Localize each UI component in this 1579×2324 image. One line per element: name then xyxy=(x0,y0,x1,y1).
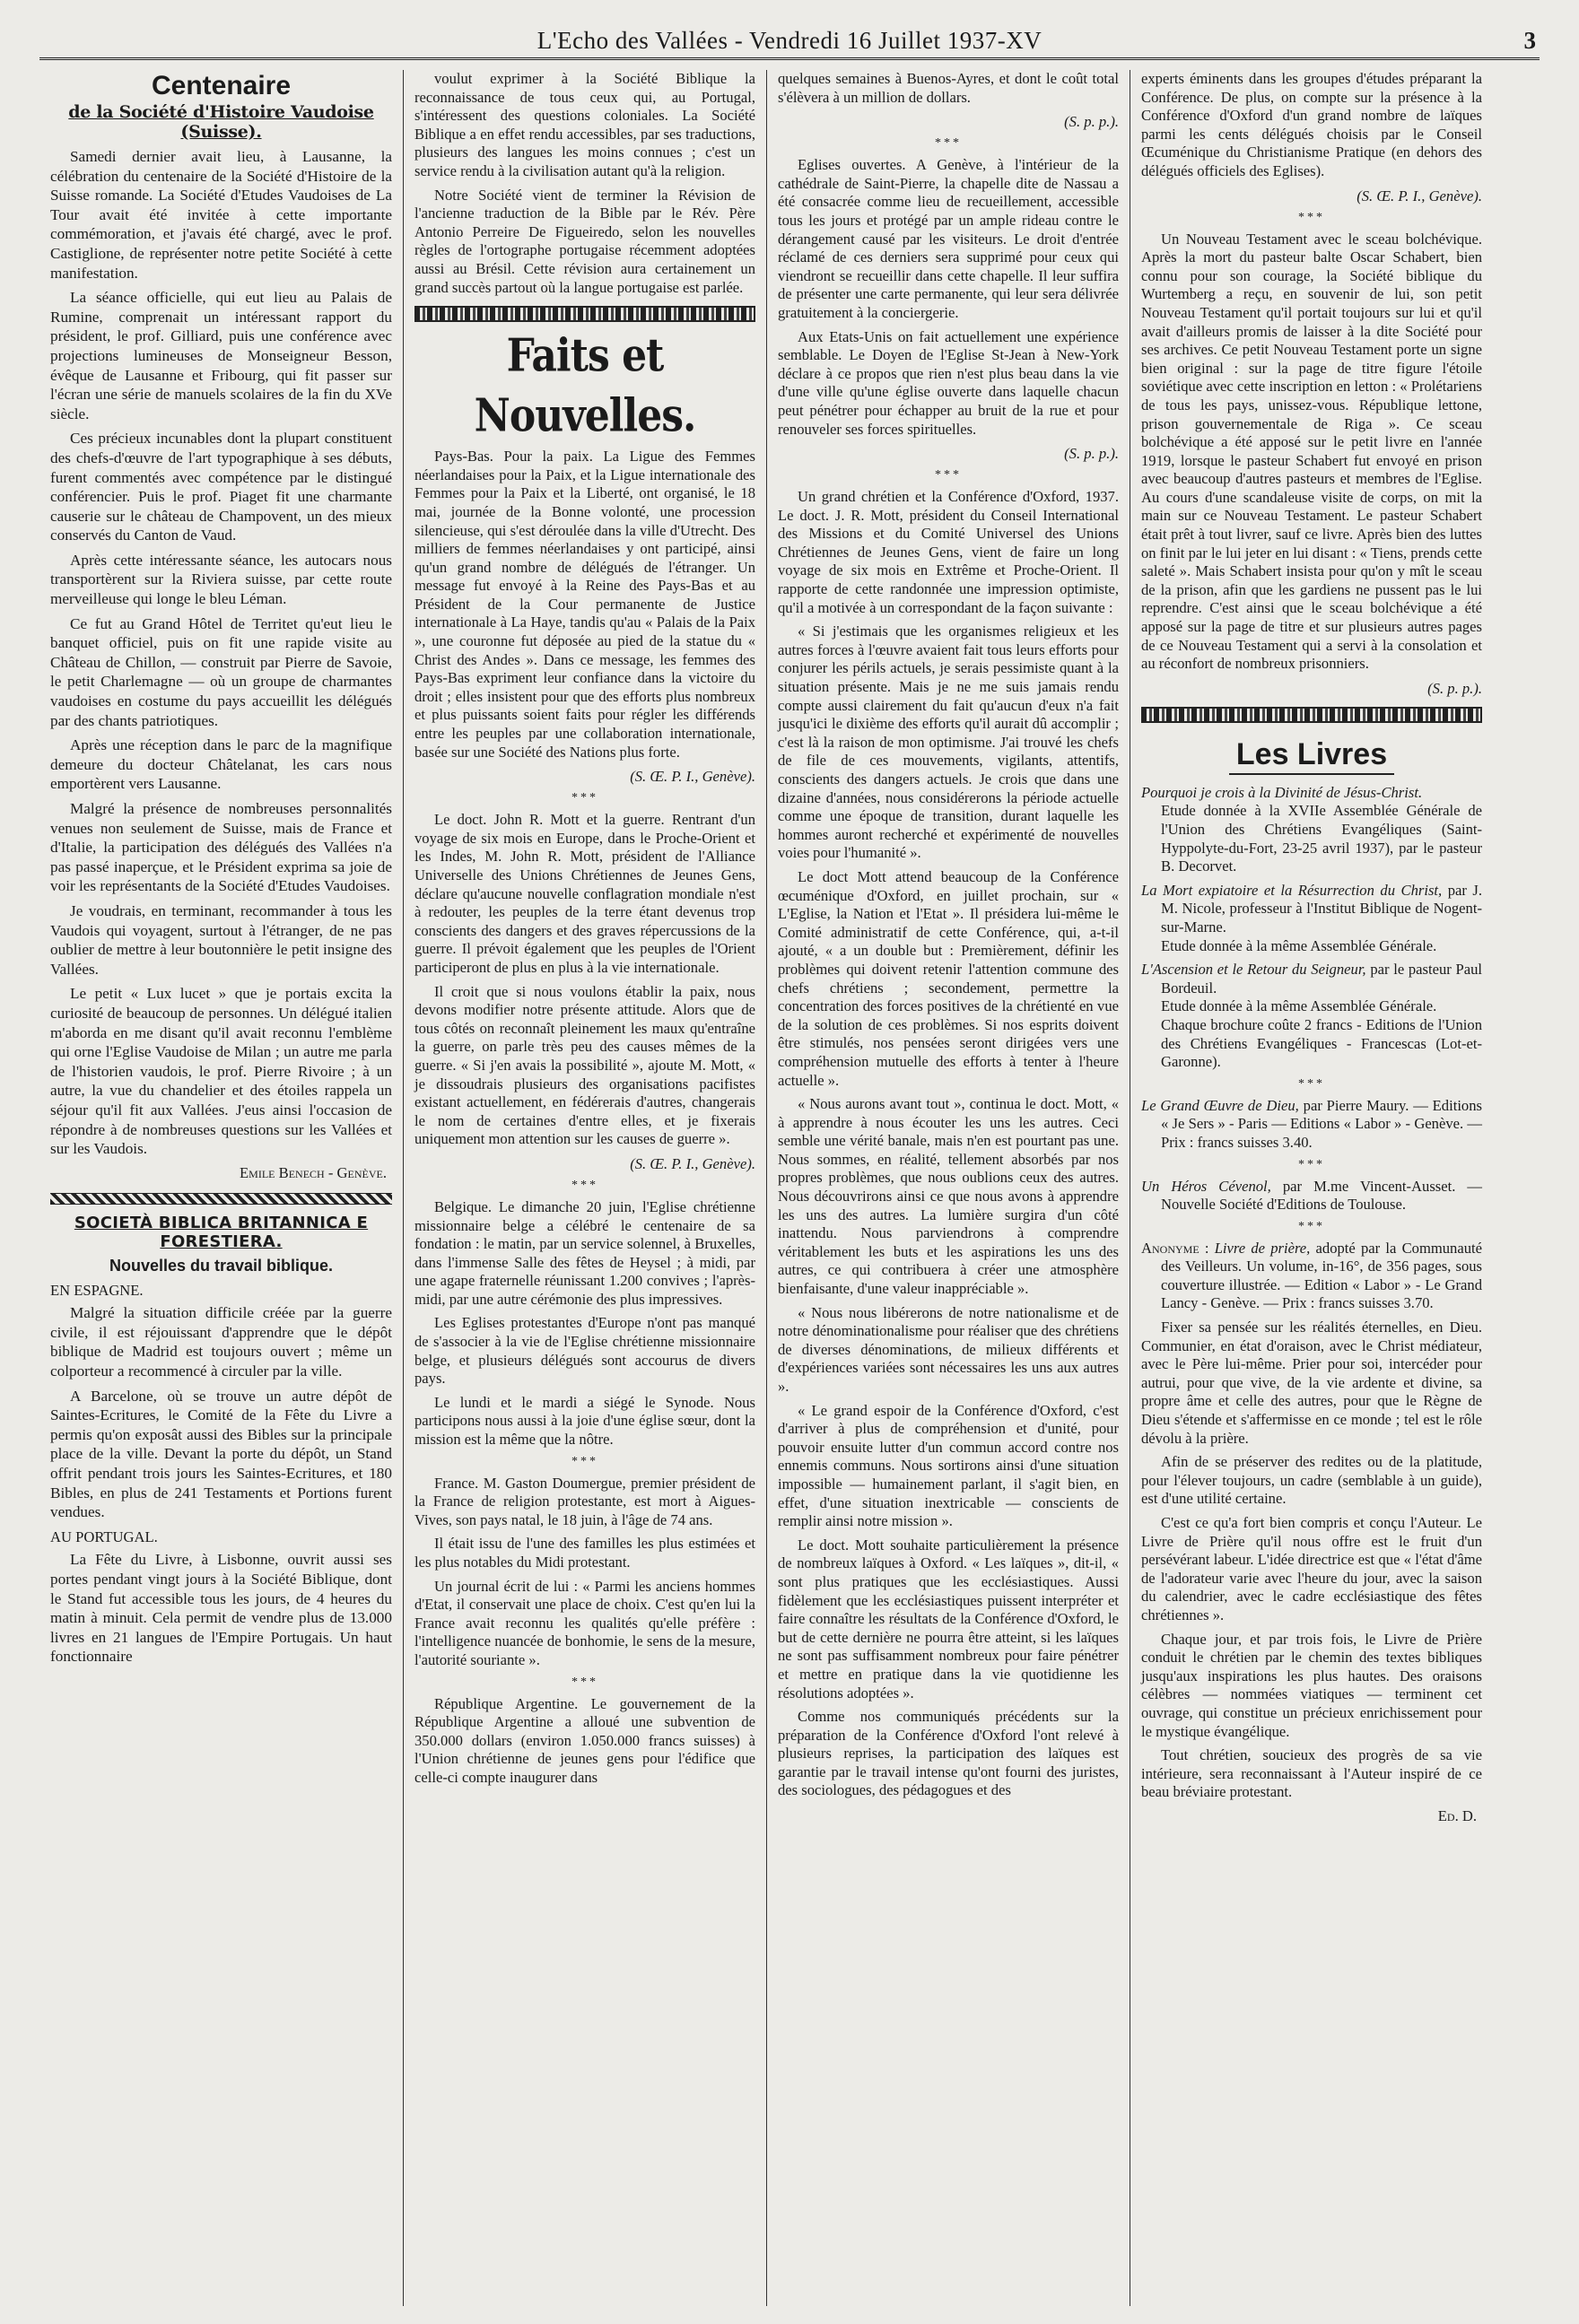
ornamental-divider xyxy=(50,1193,392,1205)
source-credit: (S. Œ. P. I., Genève). xyxy=(1357,187,1482,205)
paragraph: Après cette intéressante séance, les autocars nous transportèrent sur la Riviera suisse, par cette route merveilleuse qui longe le bleu Léman. xyxy=(50,551,392,608)
paragraph: A Barcelone, où se trouve un autre dépôt de Saintes-Ecritures, le Comité de la Fête du Livre a permis qu'on exposât aussi des Bibles sur la principale place de la ville. Devant la porte du dépôt, un Stand offrit pendant trois jours les Saintes-Ecritures, et 180 Bibles, en plus de 241 Testaments et Portions furent vendues. xyxy=(50,1387,392,1521)
book-text: Etude donnée à la XVIIe Assemblée Générale de l'Union des Chrétiens Evangéliques (Saint-Hyppolyte-du-Fort, 23-25 avril 1937), par le pasteur B. Decorvet. xyxy=(1161,802,1482,875)
paragraph: experts éminents dans les groupes d'études préparant la Conférence. De plus, on compte sur la présence à la Conférence d'Oxford d'un grand nombre de laïques parmi les cents délégués choisis par le Conseil Œcuménique du Christianisme Pratique (en dehors des délégués officiels des Eglises). xyxy=(1141,70,1482,179)
book-text: Etude donnée à la même Assemblée Générale. xyxy=(1161,936,1437,954)
signature: Emile Benech - Genève. xyxy=(240,1163,387,1181)
page-number: 3 xyxy=(1523,27,1536,54)
book-entry xyxy=(1141,882,1482,955)
column-4 xyxy=(1130,70,1493,2306)
paragraph: Pays-Bas. Pour la paix. La Ligue des Femmes néerlandaises pour la Paix, et la Ligue internationale des Femmes pour la Paix et la Liberté, ont organisé, le 18 mai, journée de la Bonne volonté, une procession silencieuse, qui s'est déroulée dans la ville d'Utrecht. Des milliers de femmes néerlandaises y ont participé, ainsi qu'un grand nombre de délégués de l'étranger. Un message fut envoyé à la Reine des Pays-Bas et au Président de la Cour permanente de Justice internationale à La Haye, tandis qu'au « Palais de la Paix », une couronne fut déposée au pied de la statue du « Christ des Andes ». Dans ce message, les femmes des Pays-Bas expriment leur confiance dans la victoire du droit ; elles insistent pour que des efforts plus nombreux et plus puissants soient faits pour régler les différends entre les peuples par une collaboration internationale, basée sur une Société des Nations plus forte. xyxy=(414,448,755,761)
separator-stars: *** xyxy=(1298,1076,1325,1091)
column-3 xyxy=(766,70,1130,2306)
separator-stars: *** xyxy=(1298,1219,1325,1233)
column-2 xyxy=(403,70,766,2306)
section-subheading-sbb: Nouvelles du travail biblique. xyxy=(109,1256,334,1275)
book-title: Pourquoi je crois à la Divinité de Jésus-Christ. xyxy=(1141,783,1423,801)
paragraph: Tout chrétien, soucieux des progrès de sa vie intérieure, sera reconnaissant à l'Auteur inspiré de ce beau bréviaire protestant. xyxy=(1141,1746,1482,1801)
paragraph: quelques semaines à Buenos-Ayres, et dont le coût total s'élèvera à un million de dollars. xyxy=(778,70,1119,106)
paragraph: Il croit que si nous voulons établir la paix, nous devons modifier notre présente attitude. Alors que de tous côtés on reconnaît pleinement les maux qu'entraîne la guerre, on parle très peu des causes mêmes de la guerre. « Si j'en avais la possibilité », ajoute M. Mott, « je dissoudrais plusieurs des organisations pacifistes existant actuellement, en fédérerais d'autres, changerais le nom de certaines d'entre elles, et je fixerais uniquement mon attention sur les causes de guerre ». xyxy=(414,982,755,1148)
separator-stars: *** xyxy=(571,1454,598,1468)
section-heading-faits: Faits et Nouvelles. xyxy=(474,329,696,443)
book-text: par J. M. Nicole, professeur à l'Institut Biblique de Nogent-sur-Marne. xyxy=(1161,881,1482,936)
paragraph: Il était issu de l'une des familles les plus estimées et les plus notables du Midi protestant. xyxy=(414,1535,755,1571)
heading-portugal: AU PORTUGAL. xyxy=(50,1528,158,1545)
book-author: Anonyme : xyxy=(1141,1239,1209,1257)
book-text: par Pierre Maury. — Editions « Je Sers » - Paris — Editions « Labor » - Genève. — Prix : francs suisses 3.40. xyxy=(1161,1096,1482,1151)
column-1 xyxy=(39,70,403,2306)
paragraph: Le petit « Lux lucet » que je portais excita la curiosité de beaucoup de personnes. Un délégué italien m'aborda en me disant qu'il avait reconnu l'emblème qui orne l'Eglise Vaudoise de Milan ; un autre me parla de l'historien vaudois, le prof. Pierre Rivoire ; à un autre, la vue du chandelier et des étoiles rappela un séjour qu'il fit aux Vallées. J'eus ainsi l'occasion de répondre à de nombreuses questions sur les Vallées et sur les Vaudois. xyxy=(50,985,392,1158)
paragraph: Ce fut au Grand Hôtel de Territet qu'eut lieu le banquet officiel, puis on fit une rapide visite au Château de Chillon, — construit par Pierre de Savoie, le petit Charlemagne — où un groupe de charmantes vaudoises en costume du pays accueillit les délégués par des chants patriotiques. xyxy=(50,614,392,729)
paragraph: « Si j'estimais que les organismes religieux et les autres forces à l'œuvre avaient fait tous leurs efforts pour conjurer les périls actuels, je serais pessimiste quant à la situation présente. Mais je ne me suis jamais rendu compte aussi clairement du fait qu'aucun d'eux n'a fait jusqu'ici le dixième des efforts qu'il aurait dû accomplir ; c'est là la raison de mon optimisme. J'ai trouvé les chefs de file de ces mouvements, vigilants, attentifs, conscients des dangers actuels. Je crois que dans une dizaine d'années, nous considérerons la période actuelle comme une époque de transition, durant laquelle les hommes auront recherché et expérimenté de nouvelles voies pour l'humanité ». xyxy=(778,622,1119,862)
source-credit: (S. Œ. P. I., Genève). xyxy=(630,768,755,786)
paragraph: Chaque jour, et par trois fois, le Livre de Prière conduit le chrétien par le chemin des textes bibliques jusqu'aux inspirations les plus hautes. Des oraisons célèbres — nommées viatiques — terminent cet ouvrage, qui constitue un précieux enrichissement pour le mystique évangélique. xyxy=(1141,1630,1482,1740)
book-title: L'Ascension et le Retour du Seigneur, xyxy=(1141,961,1366,979)
source-credit: (S. p. p.). xyxy=(1427,679,1482,697)
paragraph: Un journal écrit de lui : « Parmi les anciens hommes d'Etat, il conservait une place de choix. C'est qu'en lui la France avait reconnu les qualités qu'elle préfère : l'intelligence nuancée de bonhomie, le sens de la mesure, l'autorité souriante ». xyxy=(414,1577,755,1668)
source-credit: (S. p. p.). xyxy=(1064,445,1119,463)
paragraph: Comme nos communiqués précédents sur la préparation de la Conférence d'Oxford l'ont relevé à plusieurs reprises, la participation des laïques est garantie par le travail intense qu'ont fourni des juristes, des sociologues, des pédagogues et des xyxy=(778,1708,1119,1799)
paragraph: Samedi dernier avait lieu, à Lausanne, la célébration du centenaire de la Société d'Histoire de la Suisse romande. La Société d'Etudes Vaudoises de La Tour avait été invitée à cette importante commémoration, et j'avais été chargé, avec le prof. Castiglione, de représenter notre petite Société à cette manifestation. xyxy=(50,148,392,282)
paragraph: Les Eglises protestantes d'Europe n'ont pas manqué de s'associer à la vie de l'Eglise chrétienne missionnaire belge, et plusieurs délégués sont accourus de divers pays. xyxy=(414,1314,755,1388)
book-entry xyxy=(1141,961,1482,1072)
separator-stars: *** xyxy=(935,468,962,483)
paragraph: Notre Société vient de terminer la Révision de l'ancienne traduction de la Bible par le Rév. Père Antonio Perreire De Figueiredo, selon les nouvelles règles de l'ortographe portugaise récemment adoptées aussi au Brésil. Cette révision aura certainement un grand succès partout où la langue portugaise est parlée. xyxy=(414,186,755,296)
book-text: adopté par la Communauté des Veilleurs. Un volume, in-16°, de 356 pages, sous couverture illustrée. — Edition « Labor » - Le Grand Lancy - Genève. — Prix : francs suisses 3.70. xyxy=(1161,1239,1482,1312)
book-entry xyxy=(1141,1240,1482,1313)
book-text: Chaque brochure coûte 2 francs - Editions de l'Union des Chrétiens Evangéliques - Francescas (Lot-et-Garonne). xyxy=(1161,1015,1482,1071)
book-text: Etude donnée à la même Assemblée Générale. xyxy=(1161,997,1437,1015)
book-title: La Mort expiatoire et la Résurrection du Christ, xyxy=(1141,881,1443,899)
signature: Ed. D. xyxy=(1437,1806,1477,1824)
paragraph: Je voudrais, en terminant, recommander à tous les Vaudois qui voyagent, surtout à l'étranger, de ne pas oublier de mettre à leur boutonnière le petit insigne des Vallées. xyxy=(50,901,392,978)
paragraph: Aux Etats-Unis on fait actuellement une expérience semblable. Le Doyen de l'Eglise St-Jean à New-York déclare à ce propos que rien n'est plus beau dans la vie d'une ville qu'une église ouverte dans laquelle chacun peut pénétrer pour échapper au bruit de la rue et pour renouveler ses forces spirituelles. xyxy=(778,327,1119,438)
book-title: Un Héros Cévenol, xyxy=(1141,1177,1271,1195)
separator-stars: *** xyxy=(1298,1157,1325,1171)
section-heading-sbb: SOCIETÀ BIBLICA BRITANNICA E FORESTIERA. xyxy=(74,1213,369,1251)
paragraph: République Argentine. Le gouvernement de la République Argentine a alloué une subvention de 350.000 dollars (environ 1.050.000 francs suisses) à l'Union chrétienne de jeunes gens pour l'édifice que celle-ci compte inaugurer dans xyxy=(414,1694,755,1786)
paragraph: C'est ce qu'a fort bien compris et conçu l'Auteur. Le Livre de Prière qu'il nous offre est le fruit d'un persévérant labeur. L'idée directrice est que « l'état d'âme de l'adorateur varie avec l'heure du jour, avec la saison du calendrier, avec le cadre ecclésiastique des fêtes chrétiennes ». xyxy=(1141,1514,1482,1623)
book-entry xyxy=(1141,1097,1482,1153)
article-subheading-centenaire: de la Société d'Histoire Vaudoise (Suisse). xyxy=(68,102,374,142)
paragraph: Afin de se préserver des redites ou de la platitude, pour l'élever toujours, un cadre (semblable à un guide), est d'une utilité certaine. xyxy=(1141,1453,1482,1508)
source-credit: (S. p. p.). xyxy=(1064,113,1119,131)
source-credit: (S. Œ. P. I., Genève). xyxy=(630,1154,755,1172)
paragraph: La Fête du Livre, à Lisbonne, ouvrit aussi ses portes pendant vingt jours à la Société Biblique, dont le Stand fut accessible tous les jours, de 4 heures du matin à minuit. Cela permit de vendre plus de 13.000 livres en 21 langues de l'Empire Portugais. Un haut fonctionnaire xyxy=(50,1551,392,1666)
paragraph: « Nous aurons avant tout », continua le doct. Mott, « à apprendre à nous écouter les uns les autres. Ceci semble une vérité banale, mais n'en est pourtant pas une. Nous sommes, en réalité, tellement absorbés par nos propres problèmes, que nous oublions ceux des autres. Nous découvrirons ainsi ce que nous avons à apprendre les uns des autres. La lumière surgira d'un côté inattendu. Nous parviendrons à comprendre véritablement les buts et les aspirations les uns des autres, ce qui contribuera à créer une atmosphère bienfaisante, d'une valeur inappréciable ». xyxy=(778,1095,1119,1298)
paragraph: « Le grand espoir de la Conférence d'Oxford, c'est d'arriver à plus de compréhension et d'unité, pour pouvoir ensuite lutter d'un commun accord contre nos ennemis communs. Nous sortirons ainsi d'une situation impossible — humainement parlant, il s'agit bien, en effet, d'une situation inextricable — conscients de remplir ainsi notre mission ». xyxy=(778,1401,1119,1530)
book-title: Livre de prière, xyxy=(1214,1239,1311,1257)
ornamental-divider xyxy=(414,306,755,322)
paragraph: Le lundi et le mardi a siégé le Synode. Nous participons nous aussi à la joie d'une église sœur, dont la mission est la même que la nôtre. xyxy=(414,1393,755,1449)
separator-stars: *** xyxy=(1298,210,1325,224)
paragraph: Ces précieux incunables dont la plupart constituent des chefs-d'œuvre de l'art typographique à ses débuts, furent commentés avec compétence par le distingué conférencier. Puis le prof. Piaget fit une charmante causerie sur le château de Champovent, un des mieux conservés du Canton de Vaud. xyxy=(50,430,392,544)
paragraph: Fixer sa pensée sur les réalités éternelles, en Dieu. Communier, en état d'oraison, avec le Christ médiateur, avec le Père lui-même. Prier pour soi, intercéder pour autrui, pour que vive, de la vie ardente et divine, sa propre âme et celle des autres, pour que le Règne de Dieu s'étende et s'affermisse en ce monde ; tel est le rôle dévolu à la prière. xyxy=(1141,1319,1482,1447)
masthead xyxy=(39,27,1540,60)
paragraph: Malgré la présence de nombreuses personnalités venues non seulement de Suisse, mais de France et d'Italie, la participation des délégués des Vallées n'a pas passé inaperçue, et le Président exprima sa joie de voir les représentants de la Société d'Etudes Vaudoises. xyxy=(50,800,392,895)
paragraph: Un grand chrétien et la Conférence d'Oxford, 1937. Le doct. J. R. Mott, président du Conseil International des Missions et du Comité Universel des Unions Chrétiennes de Jeunes Gens, vient de faire un long voyage de six mois en Extrême et Proche-Orient. Il rapporte de cette randonnée une impression optimiste, qu'il a motivée à un correspondant de la façon suivante : xyxy=(778,488,1119,616)
book-text: par le pasteur Paul Bordeuil. xyxy=(1161,961,1483,997)
paragraph: Le doct. Mott souhaite particulièrement la présence de nombreux laïques à Oxford. « Les laïques », dit-il, « sont plus pratiques que les ecclésiastiques. Aussi fidèlement que les ecclésiastiques puissent interpréter et faire connaître les résultats de la Conférence d'Oxford, le but de cette dernière ne pourra être atteint, si les laïques ne sont pas suffisamment nombreux pour faire pénétrer et mettre en pratique dans la vie quotidienne les résolutions adoptées ». xyxy=(778,1536,1119,1702)
paragraph: La séance officielle, qui eut lieu au Palais de Rumine, comprenait un intéressant rapport du président, le prof. Gilliard, puis une conférence avec projections lumineuses de Monseigneur Besson, évêque de Lausanne et Fribourg, qui fit passer sur l'écran une série de manuels scolaires de la fin du XVe siècle. xyxy=(50,289,392,422)
columns xyxy=(39,70,1540,2306)
book-entry xyxy=(1141,784,1482,876)
paragraph: Après une réception dans le parc de la magnifique demeure du docteur Châtelanat, les cars nous emportèrent vers Lausanne. xyxy=(50,736,392,793)
paragraph: Le doct. John R. Mott et la guerre. Rentrant d'un voyage de six mois en Europe, dans le Proche-Orient et les Indes, M. John R. Mott, président de l'Alliance Universelle des Unions Chrétiennes de Jeunes Gens, déclare qu'aucune nouvelle conflagration mondiale n'est à redouter, les peuples de la terre étant devenus trop conscients des dangers et des graves répercussions de la guerre. Il prévoit également que les peuples de l'Orient participeront de plus en plus à la vie internationale. xyxy=(414,811,755,976)
paragraph: Eglises ouvertes. A Genève, à l'intérieur de la cathédrale de Saint-Pierre, la chapelle dite de Nassau a été consacrée comme lieu de recueillement, accessible tous les jours et protégé par un ample rideau contre le dérangement causé par les visiteurs. Le droit d'entrée réclamé de ces derniers sera supprimé pour ceux qui viendront se recueillir dans cette chapelle. Il leur suffira de présenter une carte permanente, qui leur sera délivrée gratuitement à la conciergerie. xyxy=(778,156,1119,321)
section-heading-livres: Les Livres xyxy=(1229,735,1394,775)
separator-stars: *** xyxy=(571,1178,598,1192)
heading-espagne: EN ESPAGNE. xyxy=(50,1281,144,1299)
separator-stars: *** xyxy=(571,791,598,805)
article-heading-centenaire: Centenaire xyxy=(151,71,292,100)
book-text: par M.me Vincent-Ausset. — Nouvelle Société d'Editions de Toulouse. xyxy=(1161,1177,1482,1214)
book-entry xyxy=(1141,1178,1482,1214)
book-title: Le Grand Œuvre de Dieu, xyxy=(1141,1096,1299,1114)
masthead-title: L'Echo des Vallées - Vendredi 16 Juillet 1937-XV xyxy=(537,27,1042,54)
section-heading-livres-wrap xyxy=(1141,735,1482,775)
paragraph: Belgique. Le dimanche 20 juin, l'Eglise chrétienne missionnaire belge a célébré le centenaire de sa fondation : le matin, par un service solennel, à Bruxelles, dans l'immense Salle des fêtes de Heysel ; à midi, par une agape fraternelle réunissant 1.200 convives ; l'après-midi, par une autre cérémonie des plus impressives. xyxy=(414,1197,755,1308)
paragraph: voulut exprimer à la Société Biblique la reconnaissance de tous ceux qui, au Portugal, s'intéressent des questions coloniales. La Société Biblique a en effet rendu accessibles, par ses traductions, plusieurs des langues les moins connues ; c'est un service rendu à la civilisation autant qu'à la religion. xyxy=(414,70,755,179)
paragraph: Le doct Mott attend beaucoup de la Conférence œcuménique d'Oxford, en juillet prochain, sur « L'Eglise, la Nation et l'Etat ». Il présidera lui-même le Comité administratif de cette Conférence, qui, a-t-il ajouté, « a un double but : Premièrement, définir les problèmes qui doivent retenir l'attention commune des chefs chrétiens ; secondement, permettre la concentration des forces positives de la chrétienté en vue de la solution de ces problèmes. Si nos esprits doivent être stimulés, nos pensées seront dirigées vers une compréhension mutuelle des efforts à tenter à l'heure actuelle ». xyxy=(778,867,1119,1089)
paragraph: « Nous nous libérerons de notre nationalisme et de notre dénominationalisme pour réaliser que des chrétiens de diverses dénominations, de milieux différents et d'expériences variées sont nécessaires les uns aux autres ». xyxy=(778,1303,1119,1395)
separator-stars: *** xyxy=(571,1675,598,1689)
separator-stars: *** xyxy=(935,136,962,151)
ornamental-divider xyxy=(1141,707,1482,723)
paragraph: France. M. Gaston Doumergue, premier président de la France de religion protestante, est mort à Aigues-Vives, son pays natal, le 18 juin, à l'âge de 74 ans. xyxy=(414,1474,755,1528)
paragraph: Malgré la situation difficile créée par la guerre civile, il est réjouissant d'apprendre que le dépôt biblique de Madrid est toujours ouvert ; même un colporteur a recommencé à circuler par la ville. xyxy=(50,1304,392,1380)
paragraph: Un Nouveau Testament avec le sceau bolchévique. Après la mort du pasteur balte Oscar Schabert, bien connu pour son courage, la Société biblique du Wurtemberg a reçu, en souvenir de lui, son petit Nouveau Testament qu'il portait toujours sur lui et qu'il avait d'ailleurs promis de laisser à la dite Société pour ses archives. Ce petit Nouveau Testament porte un signe bien original : sur la page de titre figure l'étoile soviétique avec cette inscription en letton : « Prolétariens de tous les pays, unissez-vous. République lettone, prison gouvernementale de Riga ». Ce sceau bolchévique a été apposé sur le petit livre en l'année 1919, lorsque le pasteur Schabert fut envoyé en prison avec beaucoup d'autres pasteurs et membres de l'Eglise. Au cours d'une scandaleuse visite de corps, on mit la main sur ce Nouveau Testament. Le pasteur Schabert était prêt à tout livrer, sauf ce livre. Après bien des luttes on finit par le lui jeter en lui disant : « Tiens, prends cette saleté ». Mais Schabert insista pour qu'on y mît le sceau de la prison, afin que les gardiens ne pussent pas le lui reprendre. C'est ainsi que le sceau bolchévique a été apposé sur la page de titre et sur plusieurs autres pages de ce Nouveau Testament qui a servi à la consolation et au réconfort de nombreux prisonniers. xyxy=(1141,230,1482,673)
